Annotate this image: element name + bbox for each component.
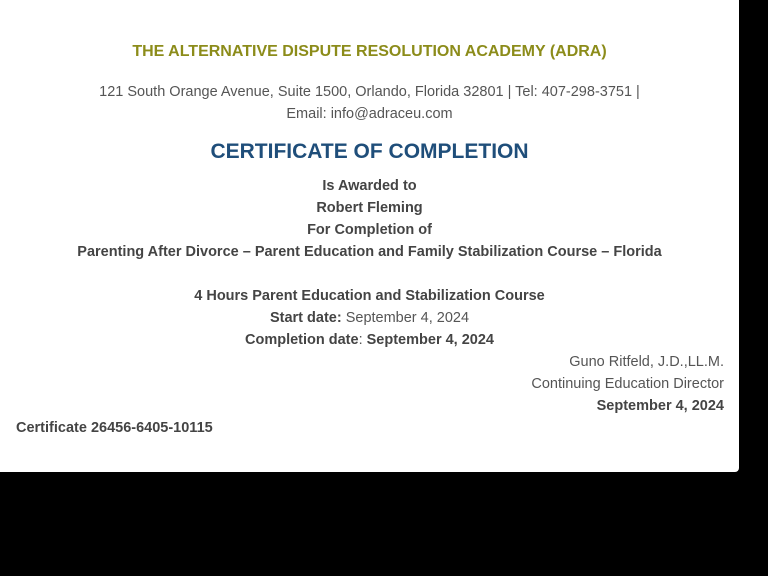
academy-email: Email: info@adraceu.com [286,106,453,122]
completion-date-value: September 4, 2024 [366,332,494,348]
completion-date-separator: : [358,332,363,348]
completion-date [0,332,739,348]
course-name: Parenting After Divorce – Parent Education and Family Stabilization Course – Florida [77,244,662,260]
for-completion-label: For Completion of [307,222,432,238]
start-date-label: Start date: [269,310,342,326]
certificate-title: CERTIFICATE OF COMPLETION [210,140,529,163]
signature-date: September 4, 2024 [596,398,724,414]
academy-address [0,84,739,100]
start-date-value: September 4, 2024 [345,310,470,326]
course-hours: 4 Hours Parent Education and Stabilization Course [194,288,545,304]
academy-name: THE ALTERNATIVE DISPUTE RESOLUTION ACADEMY (ADRA) [132,43,607,60]
address-line: 121 South Orange Avenue, Suite 1500, Orlando, Florida 32801 | Tel: 407-298-3751 | [99,84,640,100]
signer-title: Continuing Education Director [531,376,724,392]
signer-name: Guno Ritfeld, J.D.,LL.M. [569,354,724,370]
certificate-number: Certificate 26456-6405-10115 [16,420,213,436]
start-date [0,310,739,326]
recipient-name: Robert Fleming [316,200,423,216]
completion-date-label: Completion date [244,332,359,348]
awarded-label: Is Awarded to [322,178,417,194]
